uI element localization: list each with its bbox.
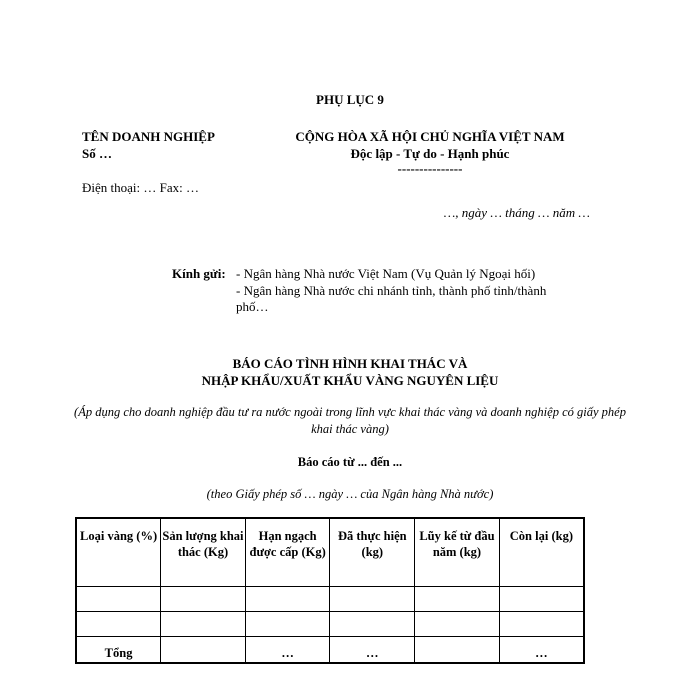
table-cell	[245, 612, 330, 637]
license-reference: (theo Giấy phép số … ngày … của Ngân hàng Nhà nước)	[206, 487, 494, 501]
table-cell	[499, 612, 584, 637]
motto-underline: ---------------	[397, 161, 463, 176]
appendix-title: PHỤ LỤC 9	[316, 92, 384, 107]
total-cell: …	[245, 637, 330, 664]
recipient-item: - Ngân hàng Nhà nước chi nhánh tỉnh, thành phố tỉnh/thành phố…	[236, 282, 547, 314]
table-header-row	[76, 518, 584, 587]
column-header-output: Sản lượng khai thác (Kg)	[161, 518, 246, 587]
recipient-list	[236, 266, 576, 316]
total-cell	[415, 637, 500, 664]
date-line: …, ngày … tháng … năm …	[443, 205, 590, 220]
contact-line: Điện thoại: … Fax: …	[82, 180, 199, 195]
report-period: Báo cáo từ ... đến ...	[297, 455, 403, 469]
table-row	[76, 587, 584, 612]
report-scope-note: (Áp dụng cho doanh nghiệp đầu tư ra nước ngoài trong lĩnh vực khai thác vàng và doanh nghiệp có giấy phép khai thác vàng)	[74, 405, 626, 436]
document-number: Số …	[82, 146, 112, 161]
column-header-cumulative: Lũy kế từ đầu năm (kg)	[415, 518, 500, 587]
total-label: Tổng	[76, 637, 161, 664]
total-cell	[161, 637, 246, 664]
column-header-completed: Đã thực hiện (kg)	[330, 518, 415, 587]
recipient-label: Kính gửi:	[172, 266, 226, 281]
report-table	[75, 517, 585, 664]
table-cell	[245, 587, 330, 612]
table-cell	[499, 587, 584, 612]
table-cell	[76, 612, 161, 637]
column-header-remaining: Còn lại (kg)	[499, 518, 584, 587]
company-name: TÊN DOANH NGHIỆP	[82, 129, 215, 144]
column-header-gold-type: Loại vàng (%)	[76, 518, 161, 587]
column-header-quota: Hạn ngạch được cấp (Kg)	[245, 518, 330, 587]
total-cell: …	[499, 637, 584, 664]
report-title-line-1: BÁO CÁO TÌNH HÌNH KHAI THÁC VÀ	[232, 356, 468, 371]
table-cell	[161, 587, 246, 612]
table-cell	[76, 587, 161, 612]
national-motto: Độc lập - Tự do - Hạnh phúc	[350, 146, 510, 161]
recipient-item: - Ngân hàng Nhà nước Việt Nam (Vụ Quản lý Ngoại hối)	[236, 266, 536, 281]
report-title-line-2: NHẬP KHẨU/XUẤT KHẨU VÀNG NGUYÊN LIỆU	[201, 373, 499, 388]
report-title	[0, 355, 700, 389]
table-cell	[415, 587, 500, 612]
table-cell	[415, 612, 500, 637]
national-title: CỘNG HÒA XÃ HỘI CHỦ NGHĨA VIỆT NAM	[295, 129, 565, 144]
table-cell	[161, 612, 246, 637]
table-row	[76, 612, 584, 637]
table-cell	[330, 612, 415, 637]
table-total-row	[76, 637, 584, 664]
total-cell: …	[330, 637, 415, 664]
table-cell	[330, 587, 415, 612]
